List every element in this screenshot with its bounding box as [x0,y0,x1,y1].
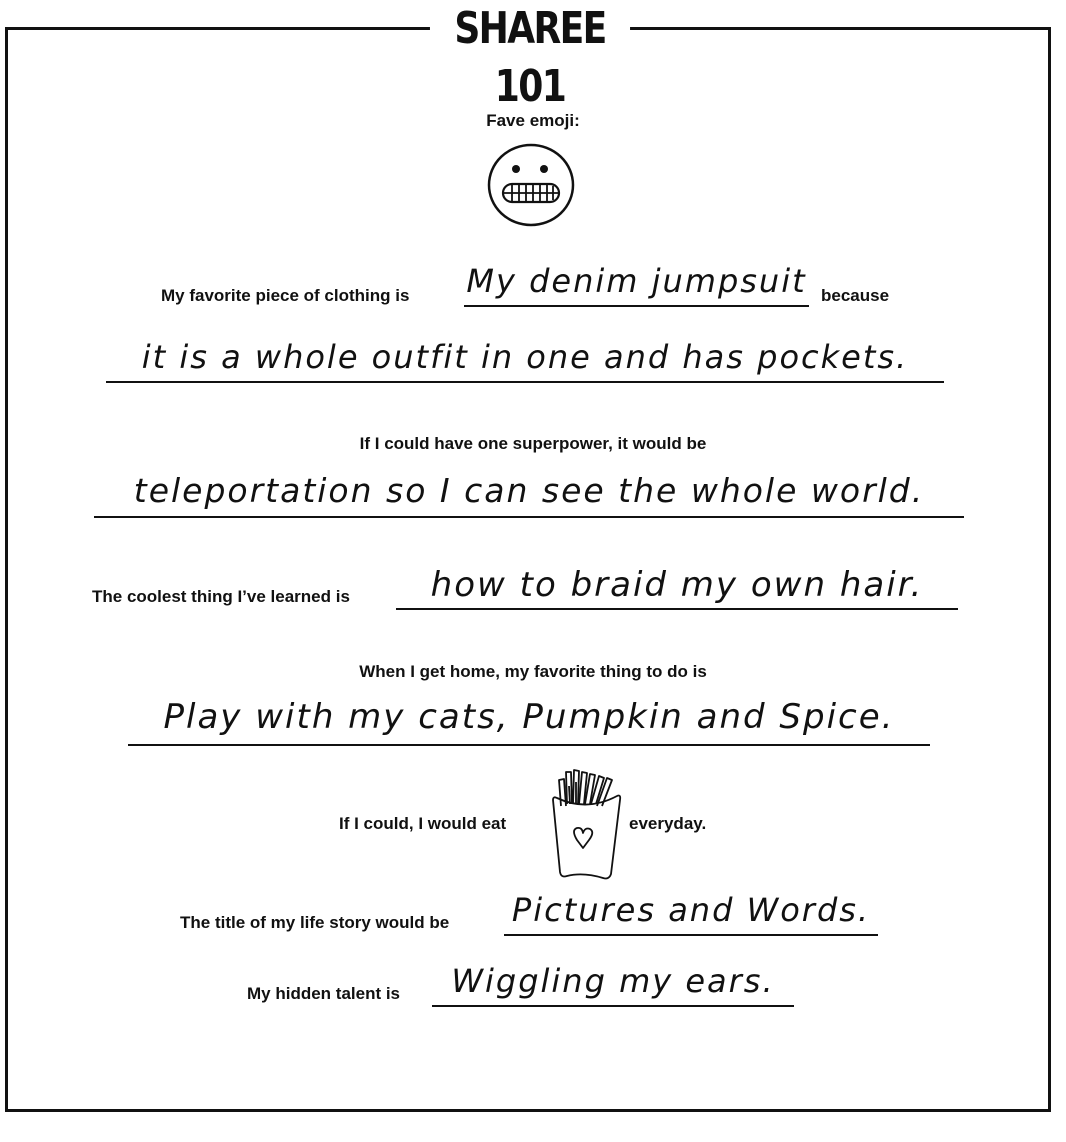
superpower-prompt: If I could have one superpower, it would be [359,434,707,453]
talent-answer: Wiggling my ears. [432,958,794,1007]
clothing-prompt: My favorite piece of clothing is [161,286,410,305]
clothing-reason-answer: it is a whole outfit in one and has pockets. [106,332,944,383]
page-title: SHAREE 101 [430,0,630,56]
life-story-answer: Pictures and Words. [504,886,878,936]
food-prompt: If I could, I would eat [339,814,507,833]
food-everyday-label: everyday. [629,814,707,833]
life-story-prompt: The title of my life story would be [180,913,450,932]
learned-answer: how to braid my own hair. [396,562,958,610]
clothing-because-label: because [821,286,890,305]
home-prompt: When I get home, my favorite thing to do is [359,662,707,681]
superpower-answer: teleportation so I can see the whole world. [94,466,964,518]
talent-prompt: My hidden talent is [247,984,401,1003]
home-answer: Play with my cats, Pumpkin and Spice. [128,692,930,746]
learned-prompt: The coolest thing I’ve learned is [92,587,350,606]
clothing-item-answer: My denim jumpsuit [464,258,809,307]
french-fries-icon [549,766,627,882]
fave-emoji-label: Fave emoji: [486,111,580,130]
grimacing-face-icon [486,142,578,228]
